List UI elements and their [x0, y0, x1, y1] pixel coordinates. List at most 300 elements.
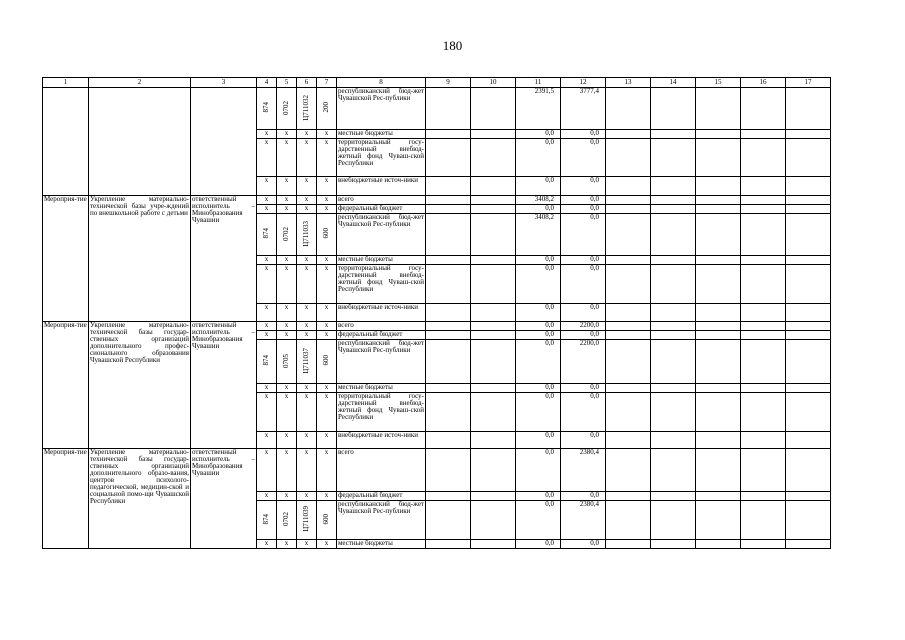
- amount-cell: 0,0: [516, 256, 561, 265]
- empty-cell: [606, 265, 651, 304]
- funding-source-cell: республиканский бюд-жет Чувашской Рес-публики: [337, 340, 426, 384]
- empty-cell: [696, 130, 741, 139]
- column-header: 14: [651, 78, 696, 88]
- empty-cell: [696, 304, 741, 322]
- empty-cell: [606, 177, 651, 196]
- measure-name-cell: Укрепление материально-технической базы государ-ственных организаций дополнительного профес-сионального образования Чувашской Республики: [89, 322, 191, 449]
- amount-cell: 0,0: [516, 139, 561, 177]
- empty-cell: [606, 432, 651, 449]
- empty-cell: [786, 304, 831, 322]
- code-placeholder-cell: х: [317, 205, 337, 214]
- empty-cell: [651, 340, 696, 384]
- empty-cell: [471, 214, 516, 256]
- empty-cell: [606, 196, 651, 205]
- code-placeholder-cell: х: [277, 265, 297, 304]
- empty-cell: [606, 139, 651, 177]
- code-placeholder-cell: х: [277, 331, 297, 340]
- column-header: 2: [89, 78, 191, 88]
- empty-cell: [696, 340, 741, 384]
- budget-code: Ц711033: [302, 220, 310, 247]
- empty-cell: [741, 384, 786, 393]
- empty-cell: [426, 139, 471, 177]
- empty-cell: [696, 196, 741, 205]
- empty-cell: [651, 130, 696, 139]
- measure-type-cell: Мероприя-тие: [43, 322, 89, 449]
- empty-cell: [426, 196, 471, 205]
- empty-cell: [606, 256, 651, 265]
- code-placeholder-cell: х: [317, 331, 337, 340]
- empty-cell: [471, 322, 516, 331]
- budget-code: 874: [262, 355, 270, 366]
- amount-cell: 0,0: [516, 265, 561, 304]
- empty-cell: [786, 393, 831, 432]
- empty-cell: [426, 256, 471, 265]
- budget-code: 600: [322, 228, 330, 239]
- budget-table: [42, 77, 831, 549]
- empty-cell: [606, 130, 651, 139]
- executor-cell: ответственный исполнитель – Минобразования Чувашии: [191, 449, 257, 549]
- code-placeholder-cell: х: [317, 492, 337, 501]
- funding-source-cell: всего: [337, 322, 426, 331]
- budget-code: 200: [322, 102, 330, 113]
- empty-cell: [651, 432, 696, 449]
- empty-cell: [696, 393, 741, 432]
- empty-cell: [651, 214, 696, 256]
- empty-cell: [786, 177, 831, 196]
- empty-cell: [786, 130, 831, 139]
- code-placeholder-cell: х: [317, 432, 337, 449]
- code-placeholder-cell: х: [257, 322, 277, 331]
- budget-code-cell: [297, 340, 317, 384]
- funding-source-cell: федеральный бюджет: [337, 205, 426, 214]
- empty-cell: [786, 88, 831, 130]
- funding-source-cell: внебюджетные источ-ники: [337, 432, 426, 449]
- column-header: 8: [337, 78, 426, 88]
- budget-code: 0702: [282, 512, 290, 526]
- column-header: 4: [257, 78, 277, 88]
- empty-cell: [471, 196, 516, 205]
- amount-cell: 0,0: [516, 322, 561, 331]
- empty-cell: [696, 540, 741, 549]
- budget-code: Ц711037: [302, 347, 310, 374]
- empty-cell: [606, 393, 651, 432]
- amount-cell: 0,0: [561, 331, 606, 340]
- amount-cell: 0,0: [561, 540, 606, 549]
- empty-cell: [426, 540, 471, 549]
- empty-cell: [471, 432, 516, 449]
- empty-cell: [741, 340, 786, 384]
- amount-cell: 3777,4: [561, 88, 606, 130]
- empty-cell: [426, 501, 471, 540]
- amount-cell: 0,0: [561, 432, 606, 449]
- code-placeholder-cell: х: [277, 432, 297, 449]
- amount-cell: 2200,0: [561, 322, 606, 331]
- column-header: 17: [786, 78, 831, 88]
- empty-cell: [696, 265, 741, 304]
- amount-cell: 0,0: [516, 449, 561, 492]
- empty-cell: [741, 540, 786, 549]
- code-placeholder-cell: х: [317, 304, 337, 322]
- page-number: 180: [442, 38, 463, 53]
- code-placeholder-cell: х: [317, 196, 337, 205]
- budget-code: 874: [262, 513, 270, 525]
- code-placeholder-cell: х: [277, 540, 297, 549]
- table-row: [43, 449, 831, 492]
- code-placeholder-cell: х: [277, 139, 297, 177]
- code-placeholder-cell: х: [317, 139, 337, 177]
- budget-code-cell: [317, 88, 337, 130]
- funding-source-cell: территориальный госу-дарственный внебюд-жетный фонд Чуваш-ской Республики: [337, 139, 426, 177]
- empty-cell: [696, 177, 741, 196]
- empty-cell: [471, 177, 516, 196]
- empty-cell: [786, 331, 831, 340]
- funding-source-cell: местные бюджеты: [337, 540, 426, 549]
- budget-code-cell: [277, 501, 297, 540]
- empty-cell: [426, 265, 471, 304]
- table-row: [43, 88, 831, 130]
- funding-source-cell: территориальный госу-дарственный внебюд-жетный фонд Чуваш-ской Республики: [337, 393, 426, 432]
- code-placeholder-cell: х: [277, 205, 297, 214]
- measure-name-cell: [89, 88, 191, 196]
- empty-cell: [471, 340, 516, 384]
- amount-cell: 0,0: [561, 139, 606, 177]
- column-header: 7: [317, 78, 337, 88]
- amount-cell: 2391,5: [516, 88, 561, 130]
- budget-code-cell: [297, 88, 317, 130]
- code-placeholder-cell: х: [277, 393, 297, 432]
- code-placeholder-cell: х: [257, 256, 277, 265]
- empty-cell: [786, 449, 831, 492]
- budget-code-cell: [257, 501, 277, 540]
- empty-cell: [426, 384, 471, 393]
- amount-cell: 2380,4: [561, 501, 606, 540]
- code-placeholder-cell: х: [257, 130, 277, 139]
- code-placeholder-cell: х: [297, 196, 317, 205]
- amount-cell: 0,0: [516, 331, 561, 340]
- empty-cell: [471, 384, 516, 393]
- empty-cell: [696, 432, 741, 449]
- funding-source-cell: территориальный госу-дарственный внебюд-жетный фонд Чуваш-ской Республики: [337, 265, 426, 304]
- code-placeholder-cell: х: [257, 449, 277, 492]
- funding-source-cell: местные бюджеты: [337, 256, 426, 265]
- empty-cell: [786, 492, 831, 501]
- empty-cell: [426, 492, 471, 501]
- code-placeholder-cell: х: [257, 331, 277, 340]
- empty-cell: [606, 340, 651, 384]
- budget-code: 0702: [282, 226, 290, 241]
- empty-cell: [651, 205, 696, 214]
- empty-cell: [786, 205, 831, 214]
- column-header: 3: [191, 78, 257, 88]
- code-placeholder-cell: х: [277, 130, 297, 139]
- funding-source-cell: республиканский бюд-жет Чувашской Рес-публики: [337, 501, 426, 540]
- empty-cell: [741, 501, 786, 540]
- column-header: 1: [43, 78, 89, 88]
- budget-code-cell: [257, 88, 277, 130]
- empty-cell: [651, 139, 696, 177]
- code-placeholder-cell: х: [297, 449, 317, 492]
- budget-code: 874: [262, 102, 270, 113]
- empty-cell: [471, 331, 516, 340]
- funding-source-cell: местные бюджеты: [337, 384, 426, 393]
- empty-cell: [651, 265, 696, 304]
- empty-cell: [696, 205, 741, 214]
- code-placeholder-cell: х: [257, 432, 277, 449]
- column-header: 12: [561, 78, 606, 88]
- amount-cell: 0,0: [516, 384, 561, 393]
- empty-cell: [786, 322, 831, 331]
- empty-cell: [786, 501, 831, 540]
- empty-cell: [741, 304, 786, 322]
- empty-cell: [741, 492, 786, 501]
- funding-source-cell: всего: [337, 449, 426, 492]
- empty-cell: [786, 432, 831, 449]
- funding-source-cell: внебюджетные источ-ники: [337, 177, 426, 196]
- amount-cell: 0,0: [516, 540, 561, 549]
- empty-cell: [426, 130, 471, 139]
- budget-code: 600: [322, 355, 330, 366]
- empty-cell: [426, 205, 471, 214]
- code-placeholder-cell: х: [297, 177, 317, 196]
- measure-type-cell: Мероприя-тие: [43, 449, 89, 549]
- executor-cell: [191, 88, 257, 196]
- empty-cell: [696, 384, 741, 393]
- column-header: 9: [426, 78, 471, 88]
- empty-cell: [651, 256, 696, 265]
- funding-source-cell: федеральный бюджет: [337, 331, 426, 340]
- column-header: 10: [471, 78, 516, 88]
- funding-source-cell: республиканский бюд-жет Чувашской Рес-публики: [337, 88, 426, 130]
- column-header: 5: [277, 78, 297, 88]
- budget-code-cell: [317, 501, 337, 540]
- empty-cell: [741, 265, 786, 304]
- amount-cell: 0,0: [561, 384, 606, 393]
- empty-cell: [471, 139, 516, 177]
- empty-cell: [741, 139, 786, 177]
- code-placeholder-cell: х: [257, 265, 277, 304]
- empty-cell: [741, 88, 786, 130]
- code-placeholder-cell: х: [257, 205, 277, 214]
- budget-code-cell: [297, 501, 317, 540]
- budget-code-cell: [297, 214, 317, 256]
- empty-cell: [741, 196, 786, 205]
- empty-cell: [696, 331, 741, 340]
- empty-cell: [741, 130, 786, 139]
- code-placeholder-cell: х: [277, 492, 297, 501]
- amount-cell: 0,0: [516, 205, 561, 214]
- empty-cell: [741, 322, 786, 331]
- funding-source-cell: внебюджетные источ-ники: [337, 304, 426, 322]
- budget-code-cell: [317, 340, 337, 384]
- empty-cell: [606, 214, 651, 256]
- code-placeholder-cell: х: [317, 449, 337, 492]
- budget-code-cell: [277, 88, 297, 130]
- column-header: 16: [741, 78, 786, 88]
- code-placeholder-cell: х: [317, 393, 337, 432]
- code-placeholder-cell: х: [317, 384, 337, 393]
- empty-cell: [741, 205, 786, 214]
- empty-cell: [696, 492, 741, 501]
- empty-cell: [741, 393, 786, 432]
- budget-code: Ц711032: [302, 94, 310, 121]
- code-placeholder-cell: х: [277, 177, 297, 196]
- funding-source-cell: республиканский бюд-жет Чувашской Рес-публики: [337, 214, 426, 256]
- empty-cell: [696, 88, 741, 130]
- code-placeholder-cell: х: [277, 304, 297, 322]
- empty-cell: [651, 322, 696, 331]
- code-placeholder-cell: х: [297, 256, 317, 265]
- empty-cell: [471, 501, 516, 540]
- empty-cell: [471, 88, 516, 130]
- amount-cell: 2380,4: [561, 449, 606, 492]
- code-placeholder-cell: х: [297, 492, 317, 501]
- measure-type-cell: Мероприя-тие: [43, 196, 89, 322]
- amount-cell: 0,0: [561, 304, 606, 322]
- empty-cell: [651, 449, 696, 492]
- amount-cell: 0,0: [561, 196, 606, 205]
- empty-cell: [786, 540, 831, 549]
- amount-cell: 0,0: [561, 177, 606, 196]
- code-placeholder-cell: х: [257, 492, 277, 501]
- amount-cell: 0,0: [516, 393, 561, 432]
- amount-cell: 0,0: [516, 432, 561, 449]
- empty-cell: [696, 449, 741, 492]
- amount-cell: 0,0: [561, 214, 606, 256]
- empty-cell: [426, 214, 471, 256]
- budget-code-cell: [317, 214, 337, 256]
- empty-cell: [606, 501, 651, 540]
- budget-code: 0702: [282, 100, 290, 115]
- measure-name-cell: Укрепление материально-технической базы государ-ственных организаций дополнительного образо-вания, центров психолого-педагогической, медицин-ской и социальной помо-щи Чувашской Республики: [89, 449, 191, 549]
- empty-cell: [786, 265, 831, 304]
- empty-cell: [426, 432, 471, 449]
- column-header: 11: [516, 78, 561, 88]
- empty-cell: [741, 256, 786, 265]
- empty-cell: [606, 322, 651, 331]
- empty-cell: [471, 540, 516, 549]
- empty-cell: [786, 214, 831, 256]
- code-placeholder-cell: х: [297, 304, 317, 322]
- code-placeholder-cell: х: [317, 130, 337, 139]
- code-placeholder-cell: х: [257, 384, 277, 393]
- empty-cell: [651, 393, 696, 432]
- empty-cell: [651, 196, 696, 205]
- empty-cell: [426, 304, 471, 322]
- amount-cell: 0,0: [516, 501, 561, 540]
- funding-source-cell: федеральный бюджет: [337, 492, 426, 501]
- code-placeholder-cell: х: [297, 432, 317, 449]
- table-row: [43, 322, 831, 331]
- measure-name-cell: Укрепление материально-технической базы учре-ждений по внешкольной работе с детьми: [89, 196, 191, 322]
- amount-cell: 2200,0: [561, 340, 606, 384]
- budget-code-cell: [257, 340, 277, 384]
- budget-code: Ц711039: [302, 506, 310, 532]
- executor-cell: ответственный исполнитель – Минобразования Чувашии: [191, 322, 257, 449]
- empty-cell: [651, 501, 696, 540]
- measure-type-cell: [43, 88, 89, 196]
- empty-cell: [786, 384, 831, 393]
- empty-cell: [651, 177, 696, 196]
- empty-cell: [426, 322, 471, 331]
- empty-cell: [741, 331, 786, 340]
- code-placeholder-cell: х: [277, 196, 297, 205]
- empty-cell: [606, 88, 651, 130]
- code-placeholder-cell: х: [297, 331, 317, 340]
- empty-cell: [651, 331, 696, 340]
- code-placeholder-cell: х: [297, 130, 317, 139]
- amount-cell: 0,0: [561, 492, 606, 501]
- amount-cell: 0,0: [516, 340, 561, 384]
- empty-cell: [606, 331, 651, 340]
- empty-cell: [471, 130, 516, 139]
- code-placeholder-cell: х: [277, 384, 297, 393]
- empty-cell: [786, 139, 831, 177]
- funding-source-cell: местные бюджеты: [337, 130, 426, 139]
- code-placeholder-cell: х: [297, 265, 317, 304]
- empty-cell: [606, 205, 651, 214]
- code-placeholder-cell: х: [297, 205, 317, 214]
- column-header: 13: [606, 78, 651, 88]
- empty-cell: [786, 196, 831, 205]
- empty-cell: [471, 393, 516, 432]
- code-placeholder-cell: х: [257, 304, 277, 322]
- empty-cell: [471, 492, 516, 501]
- empty-cell: [741, 432, 786, 449]
- code-placeholder-cell: х: [257, 139, 277, 177]
- code-placeholder-cell: х: [297, 384, 317, 393]
- code-placeholder-cell: х: [277, 322, 297, 331]
- column-header: 15: [696, 78, 741, 88]
- empty-cell: [696, 501, 741, 540]
- amount-cell: 0,0: [561, 265, 606, 304]
- code-placeholder-cell: х: [317, 322, 337, 331]
- code-placeholder-cell: х: [257, 177, 277, 196]
- budget-code-cell: [277, 214, 297, 256]
- empty-cell: [741, 214, 786, 256]
- empty-cell: [471, 265, 516, 304]
- code-placeholder-cell: х: [277, 449, 297, 492]
- table-row: [43, 196, 831, 205]
- column-header: 6: [297, 78, 317, 88]
- empty-cell: [651, 88, 696, 130]
- funding-source-cell: всего: [337, 196, 426, 205]
- budget-code: 600: [322, 513, 330, 525]
- amount-cell: 0,0: [561, 393, 606, 432]
- empty-cell: [696, 139, 741, 177]
- empty-cell: [606, 449, 651, 492]
- amount-cell: 0,0: [561, 256, 606, 265]
- empty-cell: [651, 304, 696, 322]
- empty-cell: [471, 205, 516, 214]
- empty-cell: [741, 177, 786, 196]
- code-placeholder-cell: х: [297, 540, 317, 549]
- amount-cell: 0,0: [516, 304, 561, 322]
- empty-cell: [426, 340, 471, 384]
- code-placeholder-cell: х: [257, 540, 277, 549]
- empty-cell: [426, 393, 471, 432]
- empty-cell: [606, 384, 651, 393]
- code-placeholder-cell: х: [277, 256, 297, 265]
- budget-code: 874: [262, 228, 270, 239]
- empty-cell: [471, 304, 516, 322]
- empty-cell: [651, 492, 696, 501]
- amount-cell: 0,0: [516, 492, 561, 501]
- code-placeholder-cell: х: [297, 322, 317, 331]
- code-placeholder-cell: х: [297, 139, 317, 177]
- empty-cell: [786, 256, 831, 265]
- empty-cell: [696, 214, 741, 256]
- empty-cell: [696, 322, 741, 331]
